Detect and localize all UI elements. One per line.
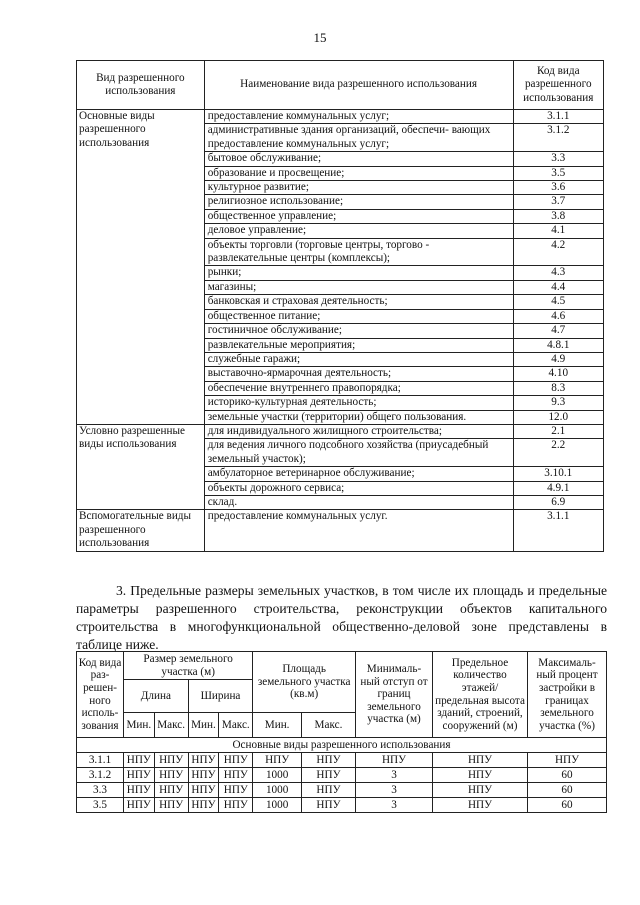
param-header-area: Площадь земельного участка (кв.м): [253, 652, 356, 713]
use-name: религиозное использование;: [204, 195, 513, 209]
use-name: образование и просвещение;: [204, 166, 513, 180]
table-row: [77, 110, 604, 124]
table-cell: 1000: [253, 783, 302, 798]
use-name: объекты торговли (торговые центры, торгово - развлекательные центры (комплексы);: [204, 238, 513, 266]
use-name: склад.: [204, 495, 513, 509]
param-header-coverage: Максималь- ный процент застройки в границах земельного участка (%): [528, 652, 607, 738]
use-name: для индивидуального жилищного строительства;: [204, 424, 513, 438]
table-cell: 60: [528, 798, 607, 813]
uses-table-header: [77, 61, 604, 110]
param-header-size: Размер земельного участка (м): [124, 652, 253, 680]
table-row: [77, 753, 607, 768]
table-cell: НПУ: [154, 768, 188, 783]
use-code: 4.9.1: [513, 481, 604, 495]
table-cell: НПУ: [188, 798, 219, 813]
table-cell: НПУ: [219, 798, 253, 813]
use-code: 9.3: [513, 396, 604, 410]
use-name: для ведения личного подсобного хозяйства (приусадебный земельный участок);: [204, 439, 513, 467]
use-name: земельные участки (территории) общего пользования.: [204, 410, 513, 424]
use-code: 3.6: [513, 181, 604, 195]
table-cell: НПУ: [124, 783, 155, 798]
use-code: 4.7: [513, 324, 604, 338]
table-cell: НПУ: [301, 753, 355, 768]
use-name: амбулаторное ветеринарное обслуживание;: [204, 467, 513, 481]
table-cell: 60: [528, 783, 607, 798]
header-code: Код вида разрешенного использования: [513, 61, 604, 110]
use-category: Основные виды разрешенного использования: [77, 110, 205, 425]
permitted-uses-table: [76, 60, 604, 552]
table-row: [77, 783, 607, 798]
table-cell: НПУ: [124, 768, 155, 783]
table-cell: НПУ: [356, 753, 433, 768]
use-code: 4.3: [513, 266, 604, 280]
use-code: 4.8.1: [513, 338, 604, 352]
use-name: магазины;: [204, 280, 513, 294]
param-header-area-max: Макс.: [301, 713, 355, 738]
page-number: 15: [313, 30, 327, 45]
table-cell: НПУ: [188, 753, 219, 768]
table-cell: НПУ: [253, 753, 302, 768]
use-code: 3.8: [513, 209, 604, 223]
use-name: бытовое обслуживание;: [204, 152, 513, 166]
parameters-table: [76, 651, 607, 813]
use-code: 3.3: [513, 152, 604, 166]
use-code: 4.1: [513, 224, 604, 238]
table-cell: НПУ: [154, 783, 188, 798]
use-name: административные здания организаций, обеспечи- вающих предоставление коммунальных услуг;: [204, 124, 513, 152]
use-code: 6.9: [513, 495, 604, 509]
param-header-floors: Предельное количество этажей/ предельная высота зданий, строений, сооружений (м): [433, 652, 528, 738]
table-cell: НПУ: [433, 768, 528, 783]
use-name: рынки;: [204, 266, 513, 280]
use-name: предоставление коммунальных услуг.: [204, 510, 513, 551]
use-name: объекты дорожного сервиса;: [204, 481, 513, 495]
parameters-table-body: [77, 738, 607, 813]
table-row: [77, 424, 604, 438]
table-cell: 1000: [253, 798, 302, 813]
use-code: 2.2: [513, 439, 604, 467]
table-row: [77, 510, 604, 551]
table-cell: 1000: [253, 768, 302, 783]
use-name: служебные гаражи;: [204, 352, 513, 366]
use-code: 4.2: [513, 238, 604, 266]
param-header-width: Ширина: [188, 680, 253, 713]
use-code: 4.4: [513, 280, 604, 294]
table-cell: НПУ: [528, 753, 607, 768]
use-name: выставочно-ярмарочная деятельность;: [204, 367, 513, 381]
use-name: развлекательные мероприятия;: [204, 338, 513, 352]
table-row: [77, 798, 607, 813]
use-name: общественное управление;: [204, 209, 513, 223]
table-cell: 3.1.2: [77, 768, 124, 783]
uses-table-body: [77, 110, 604, 552]
table-cell: НПУ: [188, 768, 219, 783]
use-code: 4.10: [513, 367, 604, 381]
param-header-length-min: Мин.: [124, 713, 155, 738]
table-row: [77, 768, 607, 783]
table-cell: 3: [356, 798, 433, 813]
use-name: деловое управление;: [204, 224, 513, 238]
body-paragraph: 3. Предельные размеры земельных участков, в том числе их площадь и предельные параметры разрешенного строительства, реконструкции объектов капитального строительства в многофункциональной общественно-деловой зоне представлены в таблице ниже.: [76, 583, 607, 652]
use-code: 3.7: [513, 195, 604, 209]
param-header-area-min: Мин.: [253, 713, 302, 738]
use-name: обеспечение внутреннего правопорядка;: [204, 381, 513, 395]
table-cell: НПУ: [154, 753, 188, 768]
param-header-width-max: Макс.: [219, 713, 253, 738]
header-name: Наименование вида разрешенного использования: [204, 61, 513, 110]
table-cell: 3: [356, 783, 433, 798]
use-code: 3.5: [513, 166, 604, 180]
use-name: предоставление коммунальных услуг;: [204, 110, 513, 124]
param-header-setback: Минималь- ный отступ от границ земельного участка (м): [356, 652, 433, 738]
use-name: гостиничное обслуживание;: [204, 324, 513, 338]
param-header-width-min: Мин.: [188, 713, 219, 738]
table-cell: НПУ: [124, 753, 155, 768]
header-type: Вид разрешенного использования: [77, 61, 205, 110]
table-cell: НПУ: [301, 768, 355, 783]
table-cell: 3.5: [77, 798, 124, 813]
use-code: 3.10.1: [513, 467, 604, 481]
table-cell: НПУ: [219, 768, 253, 783]
table-cell: 3.1.1: [77, 753, 124, 768]
use-code: 2.1: [513, 424, 604, 438]
use-name: общественное питание;: [204, 309, 513, 323]
use-name: банковская и страховая деятельность;: [204, 295, 513, 309]
table-cell: 3: [356, 768, 433, 783]
table-cell: НПУ: [188, 783, 219, 798]
table-cell: 3.3: [77, 783, 124, 798]
table-cell: НПУ: [219, 753, 253, 768]
table-cell: НПУ: [154, 798, 188, 813]
use-code: 12.0: [513, 410, 604, 424]
param-header-code: Код вида раз- решен- ного исполь- зования: [77, 652, 124, 738]
use-code: 3.1.2: [513, 124, 604, 152]
use-name: историко-культурная деятельность;: [204, 396, 513, 410]
table-cell: НПУ: [433, 753, 528, 768]
use-code: 3.1.1: [513, 110, 604, 124]
use-code: 4.5: [513, 295, 604, 309]
use-code: 8.3: [513, 381, 604, 395]
use-code: 4.9: [513, 352, 604, 366]
use-name: культурное развитие;: [204, 181, 513, 195]
table-cell: НПУ: [301, 783, 355, 798]
use-category: Условно разрешенные виды использования: [77, 424, 205, 509]
table-cell: НПУ: [301, 798, 355, 813]
use-code: 3.1.1: [513, 510, 604, 551]
param-header-length: Длина: [124, 680, 189, 713]
table-cell: НПУ: [219, 783, 253, 798]
use-code: 4.6: [513, 309, 604, 323]
table-cell: НПУ: [124, 798, 155, 813]
table-cell: 60: [528, 768, 607, 783]
param-section-title: Основные виды разрешенного использования: [77, 738, 607, 753]
param-header-length-max: Макс.: [154, 713, 188, 738]
use-category: Вспомогательные виды разрешенного использования: [77, 510, 205, 551]
table-cell: НПУ: [433, 798, 528, 813]
table-cell: НПУ: [433, 783, 528, 798]
